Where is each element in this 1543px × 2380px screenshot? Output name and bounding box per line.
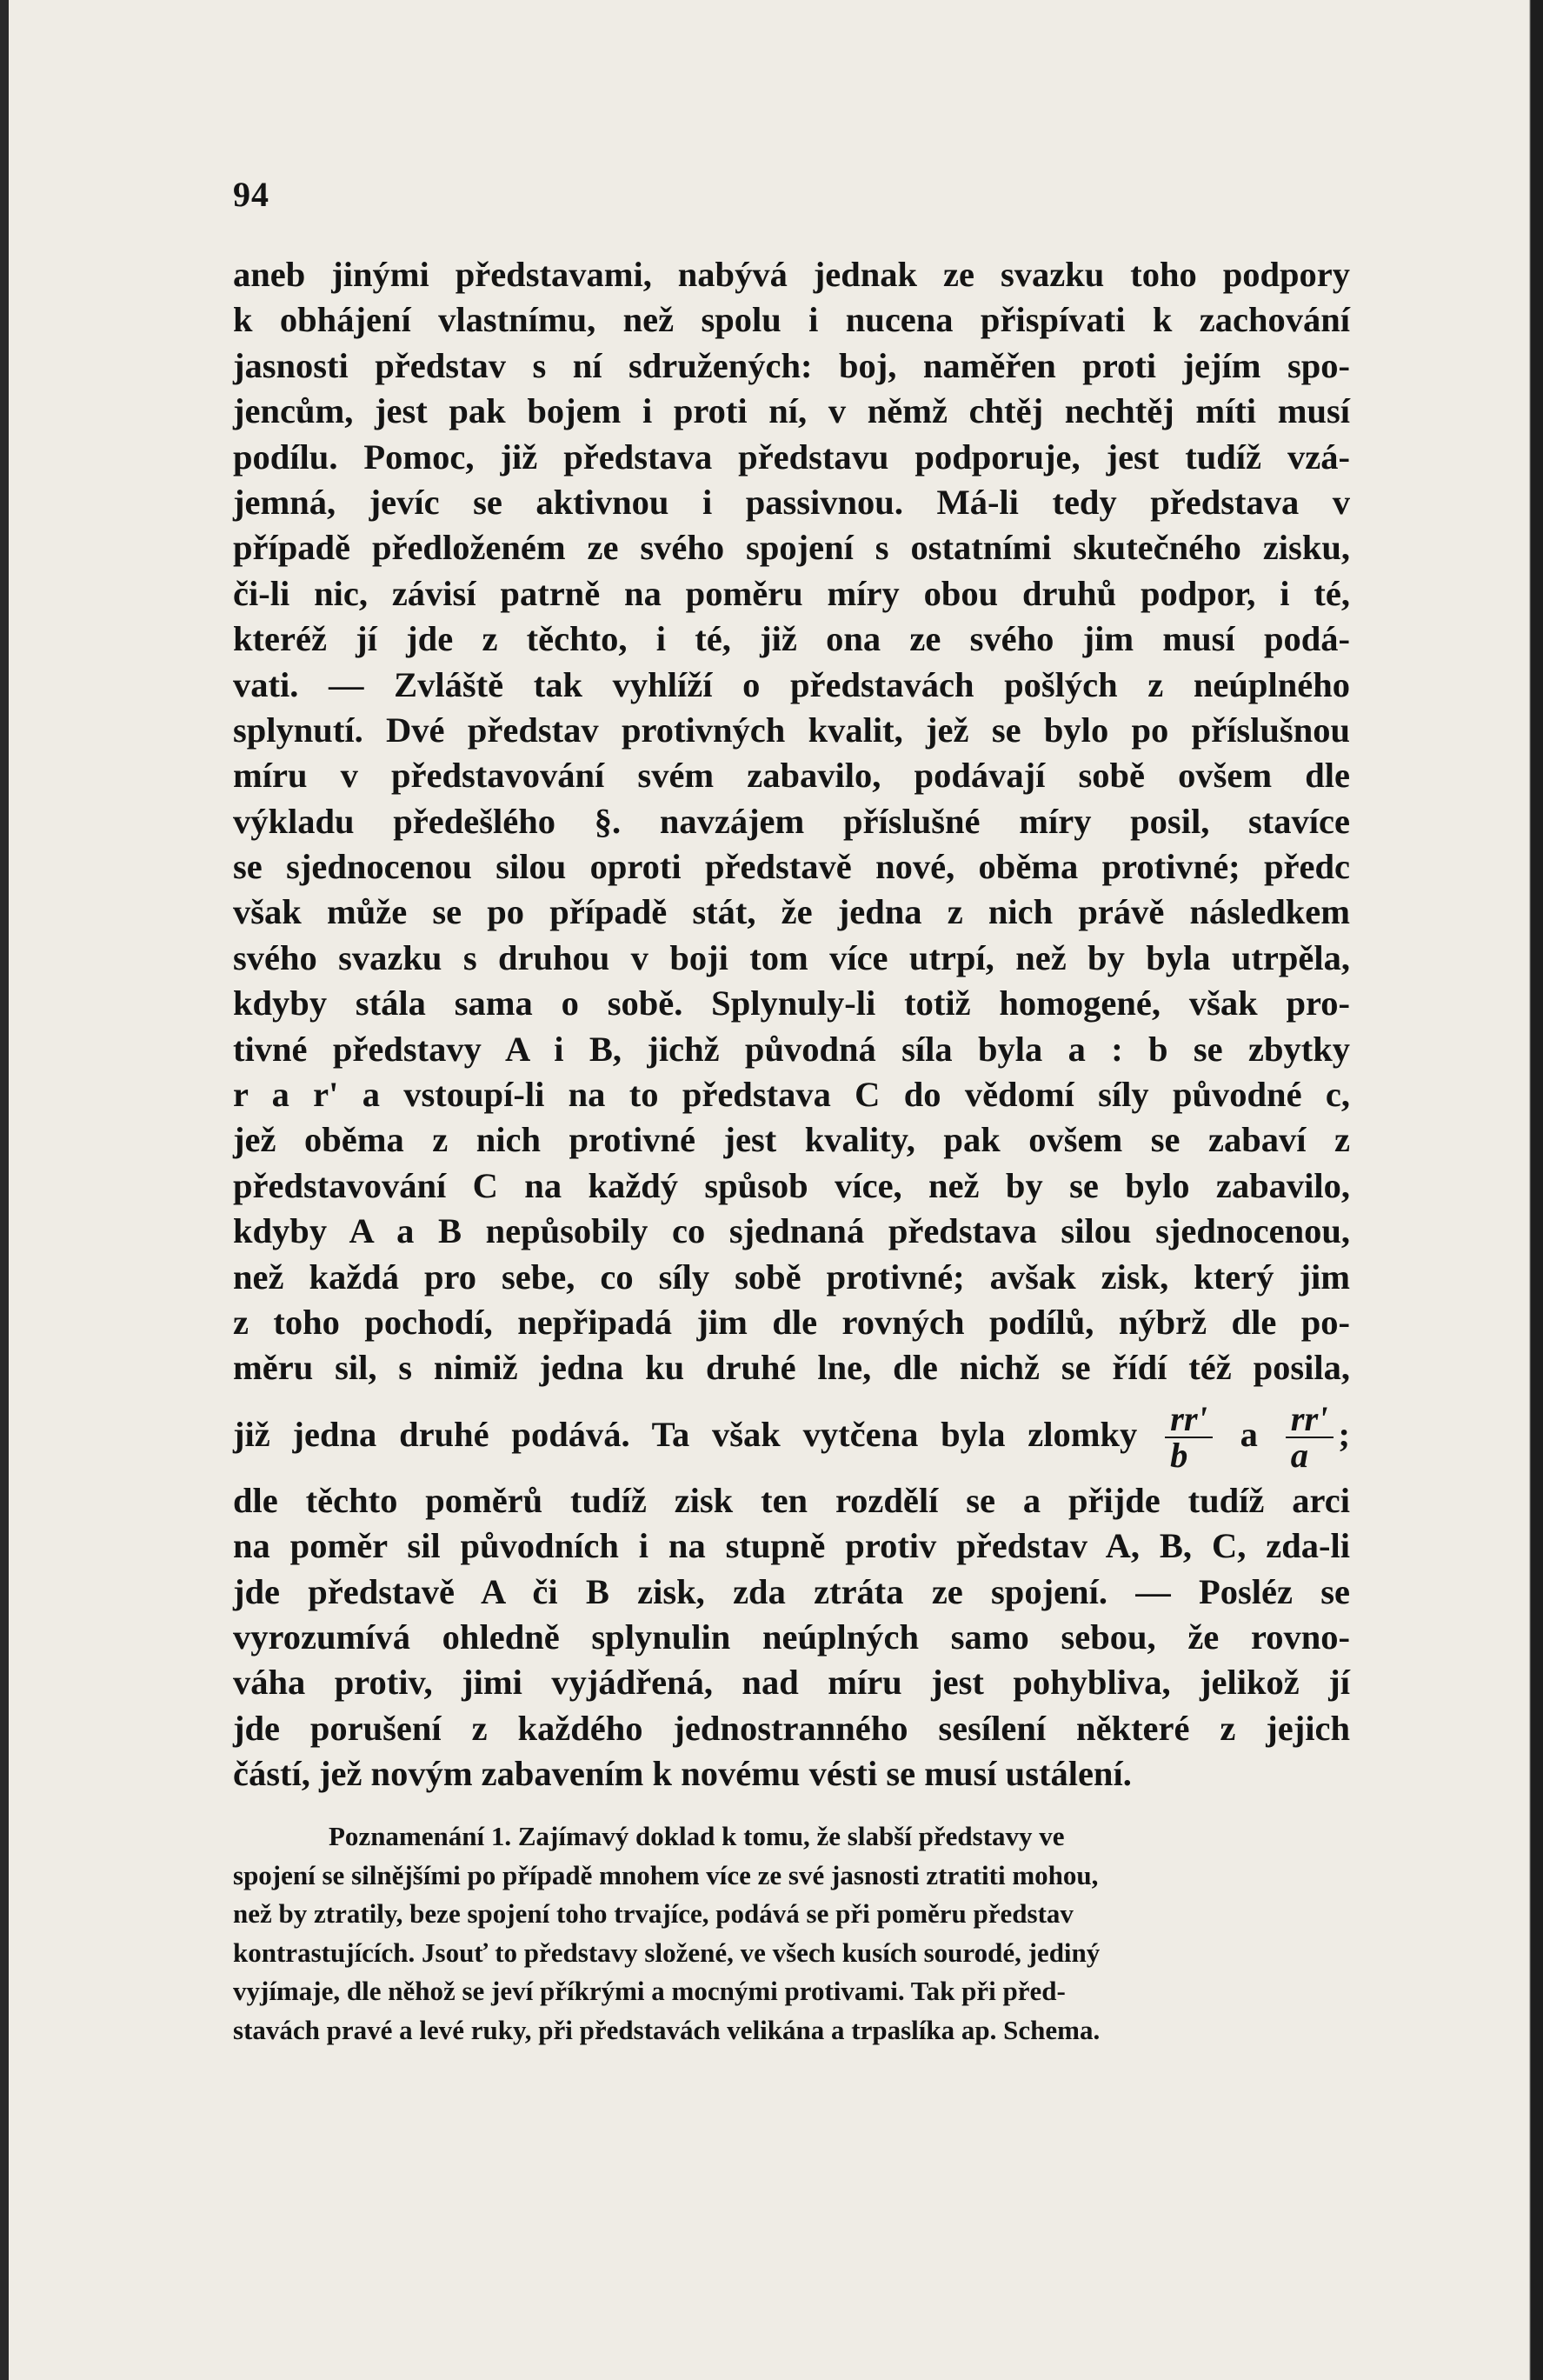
fraction-rr-over-a (1286, 1399, 1333, 1476)
text-line: jemná, jevíc se aktivnou i passivnou. Má-li tedy představa v (233, 482, 1350, 522)
text-line: jež oběma z nich protivné jest kvality, pak ovšem se zabaví z (233, 1120, 1350, 1160)
text-line: jasnosti představ s ní sdružených: boj, naměřen proti jejím spo- (233, 345, 1350, 385)
text-line: jde porušení z každého jednostranného sesílení některé z jejich (233, 1708, 1350, 1748)
text-line: aneb jinými představami, nabývá jednak ze svazku toho podpory (233, 255, 1350, 294)
text-line: dle těchto poměrů tudíž zisk ten rozdělí se a přijde tudíž arci (233, 1480, 1350, 1520)
text-line: svého svazku s druhou v boji tom více utrpí, než by byla utrpěla, (233, 937, 1350, 977)
fraction-line-after: ; (1338, 1414, 1350, 1454)
text-line: podílu. Pomoc, již představa představu podporuje, jest tudíž vzá- (233, 437, 1350, 477)
fraction-numerator: rr' (1165, 1402, 1213, 1438)
text-line: kteréž jí jde z těchto, i té, již ona ze svého jim musí podá- (233, 619, 1350, 659)
text-line: vati. — Zvláště tak vyhlíží o představách pošlých z neúplného (233, 664, 1350, 704)
fraction-rr-over-b (1165, 1399, 1213, 1476)
text-line: jde představě A či B zisk, zda ztráta ze spojení. — Posléz se (233, 1571, 1350, 1611)
note-line: vyjímaje, dle něhož se jeví příkrými a mocnými protivami. Tak při před- (233, 1976, 1066, 2006)
main-text (233, 252, 1350, 1797)
text-line: váha protiv, jimi vyjádřená, nad míru jest pohybliva, jelikož jí (233, 1663, 1350, 1703)
text-line: splynutí. Dvé představ protivných kvalit, jež se bylo po příslušnou (233, 710, 1350, 750)
text-line: měru sil, s nimiž jedna ku druhé lne, dle nichž se řídí též posila, (233, 1348, 1350, 1388)
text-line: kdyby A a B nepůsobily co sjednaná představa silou sjednocenou, (233, 1211, 1350, 1251)
text-line: míru v představování svém zabavilo, podávají sobě ovšem dle (233, 756, 1350, 796)
fraction-line-before: již jedna druhé podává. Ta však vytčena byla zlomky (233, 1414, 1138, 1454)
text-line: či-li nic, závisí patrně na poměru míry obou druhů podpor, i té, (233, 573, 1350, 613)
fraction-denominator: b (1170, 1436, 1188, 1476)
note-line: spojení se silnějšími po případě mnohem více ze své jasnosti ztratiti mohou, (233, 1859, 1099, 1890)
text-line: na poměr sil původních i na stupně protiv představ A, B, C, zda-li (233, 1526, 1350, 1566)
fraction-denominator: a (1290, 1436, 1308, 1476)
text-line: z toho pochodí, nepřipadá jim dle rovných podílů, nýbrž dle po- (233, 1302, 1350, 1342)
fraction-numerator: rr' (1286, 1402, 1333, 1438)
note-line: než by ztratily, beze spojení toho trvajíce, podává se při poměru představ (233, 1898, 1074, 1929)
fraction-line-between: a (1240, 1414, 1258, 1454)
scan-left-edge (0, 0, 9, 2380)
fraction-text-line (233, 1391, 1350, 1478)
text-line: představování C na každý spůsob více, než by se bylo zabavilo, (233, 1165, 1350, 1205)
text-line: případě předloženém ze svého spojení s ostatními skutečného zisku, (233, 528, 1350, 568)
text-line: k obhájení vlastnímu, než spolu i nucena přispívati k zachování (233, 300, 1350, 340)
page-number: 94 (233, 175, 269, 214)
note-line: stavách pravé a levé ruky, při představách velikána a trpaslíka ap. Schema. (233, 2014, 1101, 2045)
text-line: tivné představy A i B, jichž původná síla byla a : b se zbytky (233, 1029, 1350, 1069)
text-line: se sjednocenou silou oproti představě nové, oběma protivné; předc (233, 847, 1350, 887)
text-line: výkladu předešlého §. navzájem příslušné míry posil, stavíce (233, 801, 1350, 841)
text-line: však může se po případě stát, že jedna z nich právě následkem (233, 892, 1350, 932)
footnote-remark (233, 1817, 1350, 2050)
text-line: částí, jež novým zabavením k novému vésti se musí ustálení. (233, 1754, 1132, 1794)
scan-right-edge (1517, 0, 1543, 2380)
text-line: jencům, jest pak bojem i proti ní, v němž chtěj nechtěj míti musí (233, 391, 1350, 431)
text-line: kdyby stála sama o sobě. Splynuly-li totiž homogené, však pro- (233, 983, 1350, 1023)
note-line: kontrastujících. Jsouť to představy složené, ve všech kusích sourodé, jediný (233, 1937, 1101, 1968)
text-line: vyrozumívá ohledně splynulin neúplných samo sebou, že rovno- (233, 1617, 1350, 1657)
text-line: r a r' a vstoupí-li na to představa C do vědomí síly původné c, (233, 1075, 1350, 1115)
note-line: Poznamenání 1. Zajímavý doklad k tomu, že slabší představy ve (329, 1821, 1065, 1851)
text-line: než každá pro sebe, co síly sobě protivné; avšak zisk, který jim (233, 1257, 1350, 1297)
